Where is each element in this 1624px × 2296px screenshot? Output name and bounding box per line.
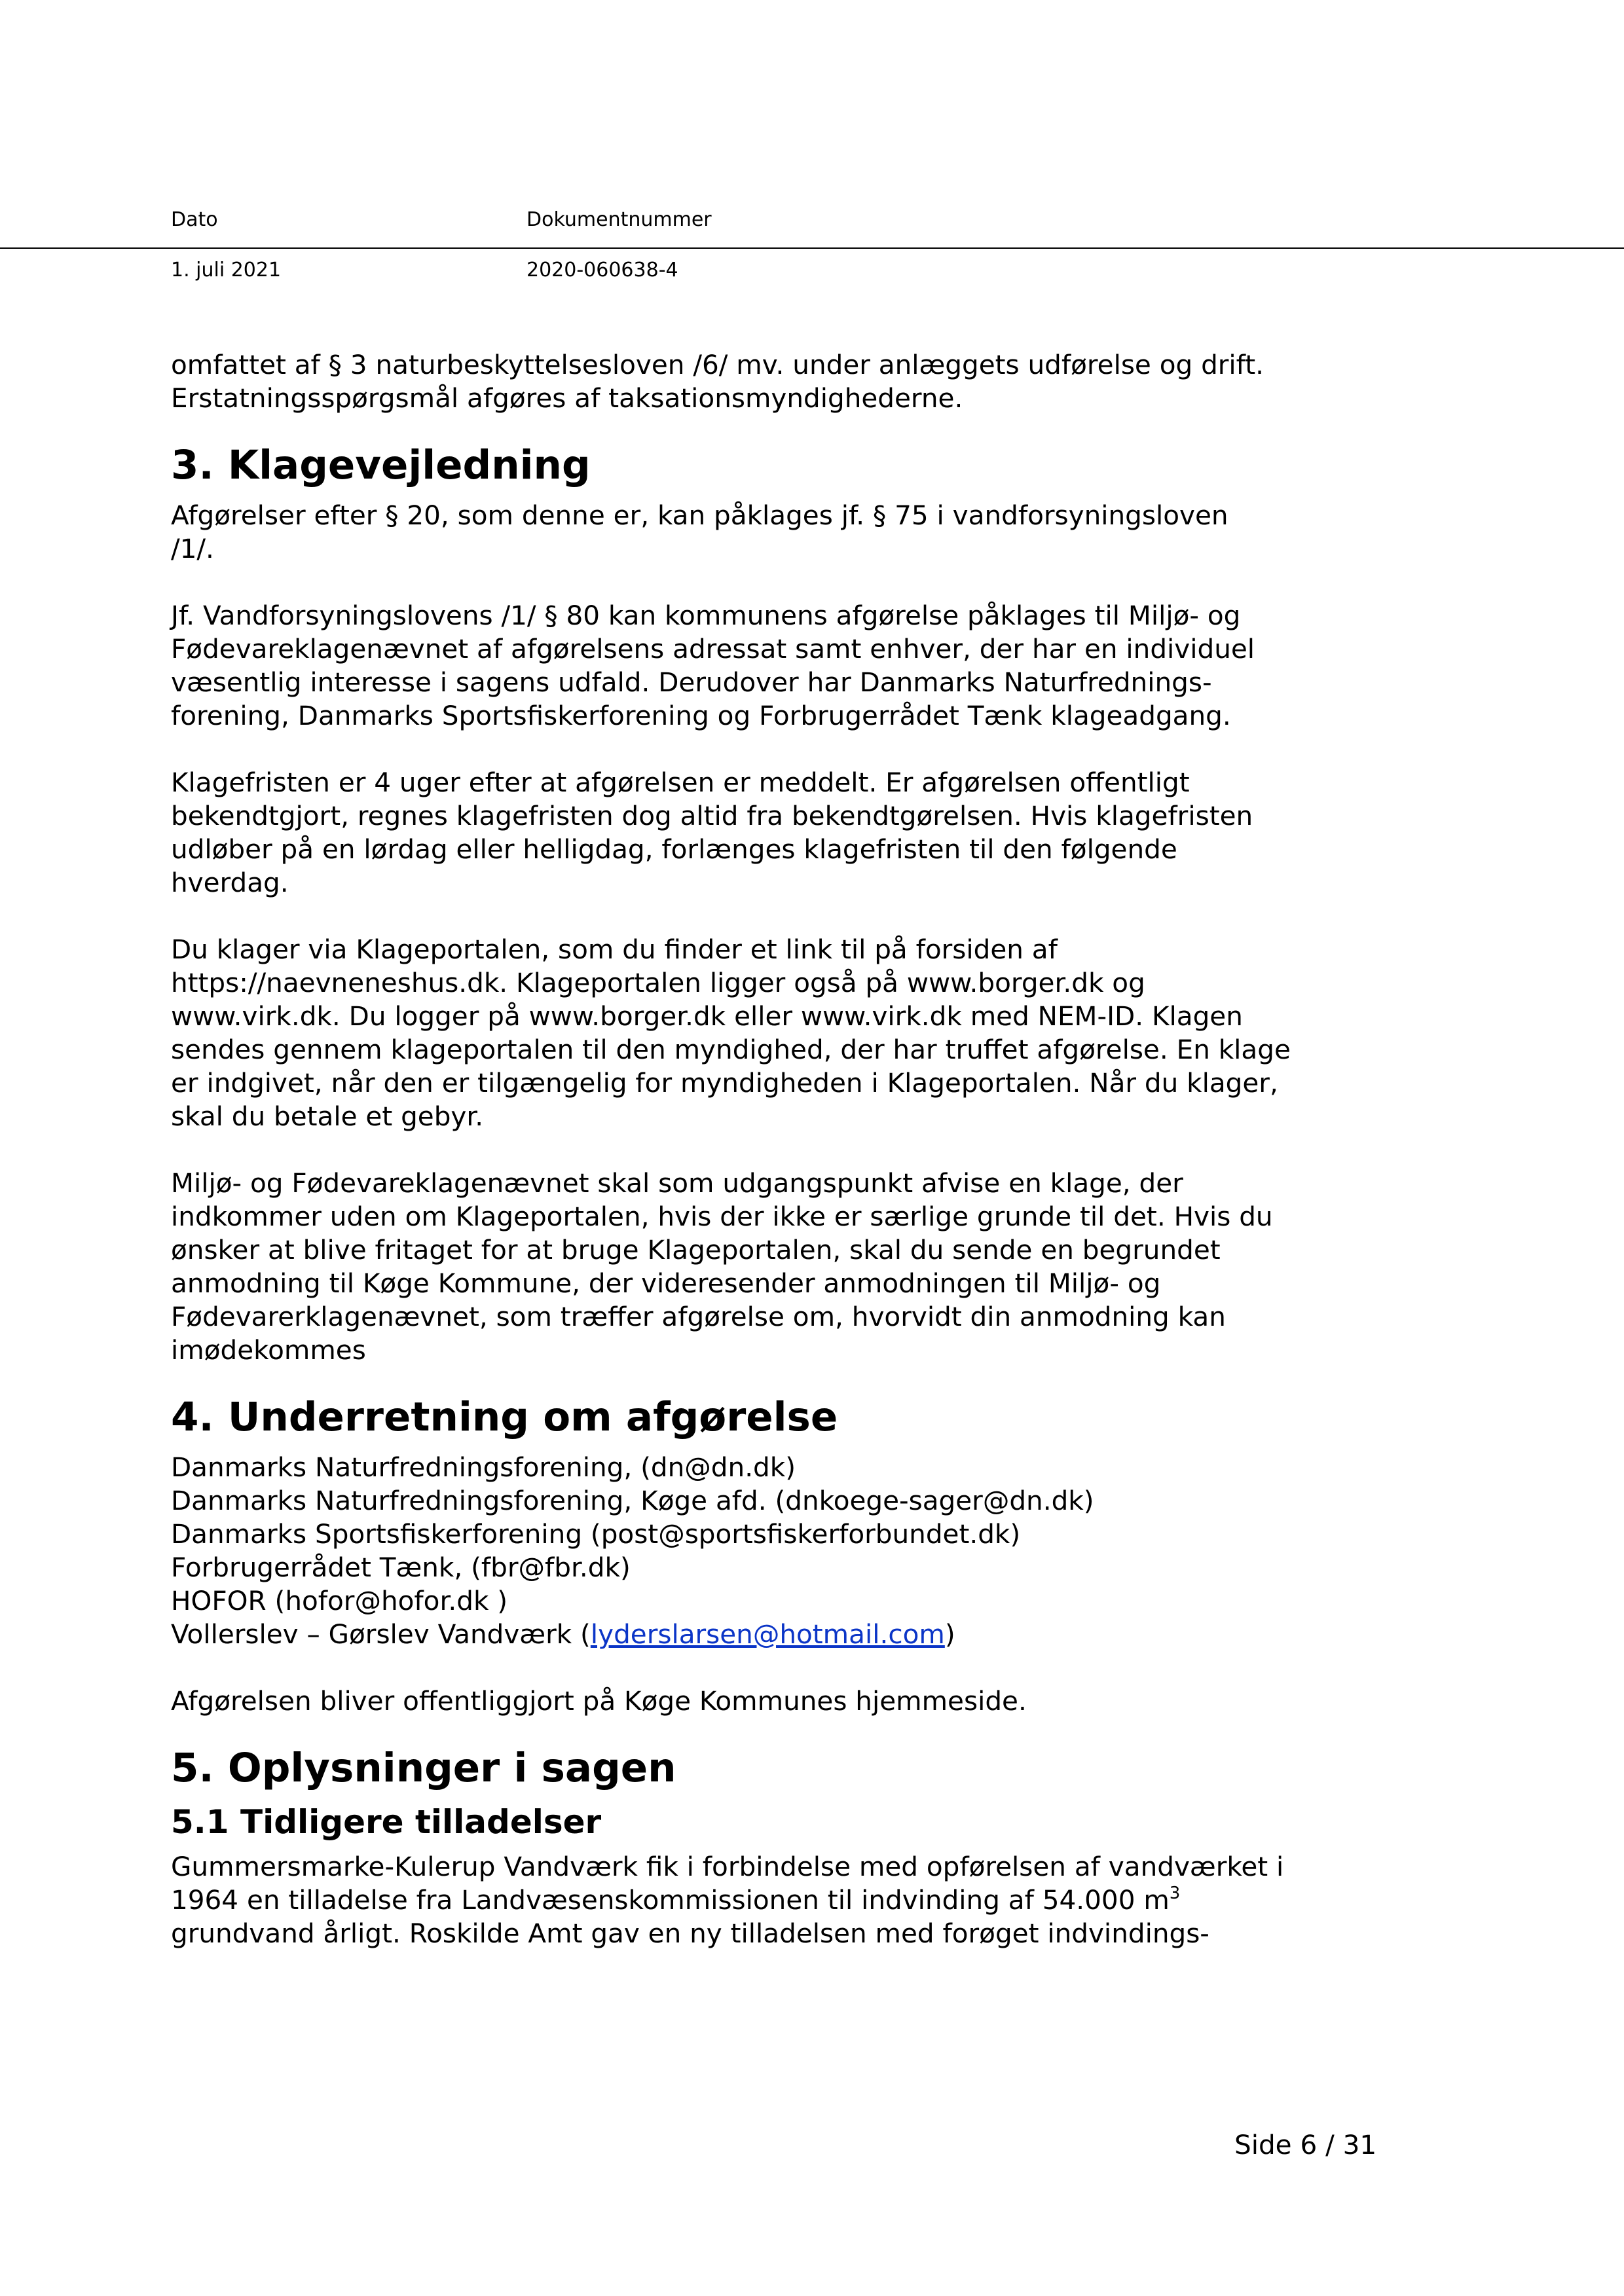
text-line: Fødevarerklagenævnet, som træffer afgørelse om, hvorvidt din anmodning kan: [171, 1301, 1226, 1332]
text-line: væsentlig interesse i sagens udfald. Derudover har Danmarks Naturfrednings-: [171, 666, 1212, 698]
docnum-label: Dokumentnummer: [526, 208, 712, 231]
intro-line: Erstatningsspørgsmål afgøres af taksationsmyndighederne.: [171, 382, 963, 414]
recipient-item: [171, 1618, 1363, 1651]
text-line: Fødevareklagenævnet af afgørelsens adressat samt enhver, der har en individuel: [171, 633, 1255, 665]
text-line: forening, Danmarks Sportsfiskerforening og Forbrugerrådet Tænk klageadgang.: [171, 700, 1231, 731]
text-line: Miljø- og Fødevareklagenævnet skal som udgangspunkt afvise en klage, der: [171, 1167, 1183, 1199]
paragraph: [171, 499, 1363, 566]
recipient-list: [171, 1451, 1363, 1651]
page-number: Side 6 / 31: [1234, 2129, 1377, 2160]
date-label: Dato: [171, 208, 218, 231]
recipient-items: [171, 1451, 1363, 1618]
text-line: anmodning til Køge Kommune, der videresender anmodningen til Miljø- og: [171, 1267, 1161, 1299]
superscript: 3: [1169, 1884, 1181, 1903]
text-line: udløber på en lørdag eller helligdag, forlænges klagefristen til den følgende: [171, 833, 1177, 865]
text-line: bekendtgjort, regnes klagefristen dog altid fra bekendtgørelsen. Hvis klagefristen: [171, 800, 1253, 831]
text-line: Danmarks Sportsfiskerforening (post@sportsfiskerforbundet.dk): [171, 1518, 1021, 1550]
text-line: skal du betale et gebyr.: [171, 1101, 484, 1132]
text-line: grundvand årligt. Roskilde Amt gav en ny tilladelsen med forøget indvindings-: [171, 1918, 1209, 1949]
paragraph: [171, 933, 1363, 1133]
recipient-suffix: ): [944, 1618, 955, 1650]
text-line: Forbrugerrådet Tænk, (fbr@fbr.dk): [171, 1552, 631, 1583]
paragraph: [171, 766, 1363, 900]
section-heading: 3. Klagevejledning: [171, 442, 591, 488]
text-line: [171, 1884, 1363, 1917]
text-line: www.virk.dk. Du logger på www.borger.dk eller www.virk.dk med NEM-ID. Klagen: [171, 1000, 1243, 1032]
text-line: ønsker at blive fritaget for at bruge Klageportalen, skal du sende en begrundet: [171, 1234, 1221, 1266]
email-link[interactable]: lyderslarsen@hotmail.com: [590, 1618, 945, 1650]
text-line: imødekommes: [171, 1334, 366, 1366]
date-value: 1. juli 2021: [171, 259, 282, 282]
section-heading: 4. Underretning om afgørelse: [171, 1394, 838, 1440]
docnum-value: 2020-060638-4: [526, 259, 678, 282]
text-line: Gummersmarke-Kulerup Vandværk fik i forbindelse med opførelsen af vandværket i: [171, 1851, 1284, 1882]
text-line: indkommer uden om Klageportalen, hvis der ikke er særlige grunde til det. Hvis du: [171, 1201, 1273, 1232]
intro-line: omfattet af § 3 naturbeskyttelsesloven /6/ mv. under anlæggets udførelse og drift.: [171, 349, 1264, 380]
text-line: /1/.: [171, 533, 214, 564]
text-line: Klagefristen er 4 uger efter at afgørelsen er meddelt. Er afgørelsen offentligt: [171, 767, 1190, 798]
text-fragment: 1964 en tilladelse fra Landvæsenskommissionen til indvinding af 54.000 m: [171, 1884, 1170, 1916]
paragraph: [171, 599, 1363, 733]
recipient-name: Vollerslev – Gørslev Vandværk (: [171, 1618, 591, 1650]
document-body: [171, 348, 1363, 1950]
text-line: er indgivet, når den er tilgængelig for myndigheden i Klageportalen. Når du klager,: [171, 1067, 1278, 1099]
paragraph: [171, 1850, 1363, 1950]
section-heading: 5. Oplysninger i sagen: [171, 1745, 676, 1791]
text-line: hverdag.: [171, 867, 289, 898]
text-line: Danmarks Naturfredningsforening, Køge afd. (dnkoege-sager@dn.dk): [171, 1485, 1094, 1516]
paragraph: [171, 1167, 1363, 1367]
text-line: sendes gennem klageportalen til den myndighed, der har truffet afgørelse. En klage: [171, 1034, 1291, 1065]
text-line: https://naevneneshus.dk. Klageportalen ligger også på www.borger.dk og: [171, 967, 1145, 998]
text-line: Jf. Vandforsyningslovens /1/ § 80 kan kommunens afgørelse påklages til Miljø- og: [171, 600, 1241, 631]
publication-note: Afgørelsen bliver offentliggjort på Køge Kommunes hjemmeside.: [171, 1685, 1027, 1717]
text-line: Du klager via Klageportalen, som du finder et link til på forsiden af: [171, 934, 1058, 965]
subsection-heading: 5.1 Tidligere tilladelser: [171, 1803, 602, 1841]
text-line: Afgørelser efter § 20, som denne er, kan påklages jf. § 75 i vandforsyningsloven: [171, 500, 1228, 531]
text-line: HOFOR (hofor@hofor.dk ): [171, 1585, 508, 1616]
intro-paragraph: [171, 348, 1363, 415]
header-divider: [0, 247, 1624, 249]
text-line: Danmarks Naturfredningsforening, (dn@dn.dk): [171, 1451, 796, 1483]
